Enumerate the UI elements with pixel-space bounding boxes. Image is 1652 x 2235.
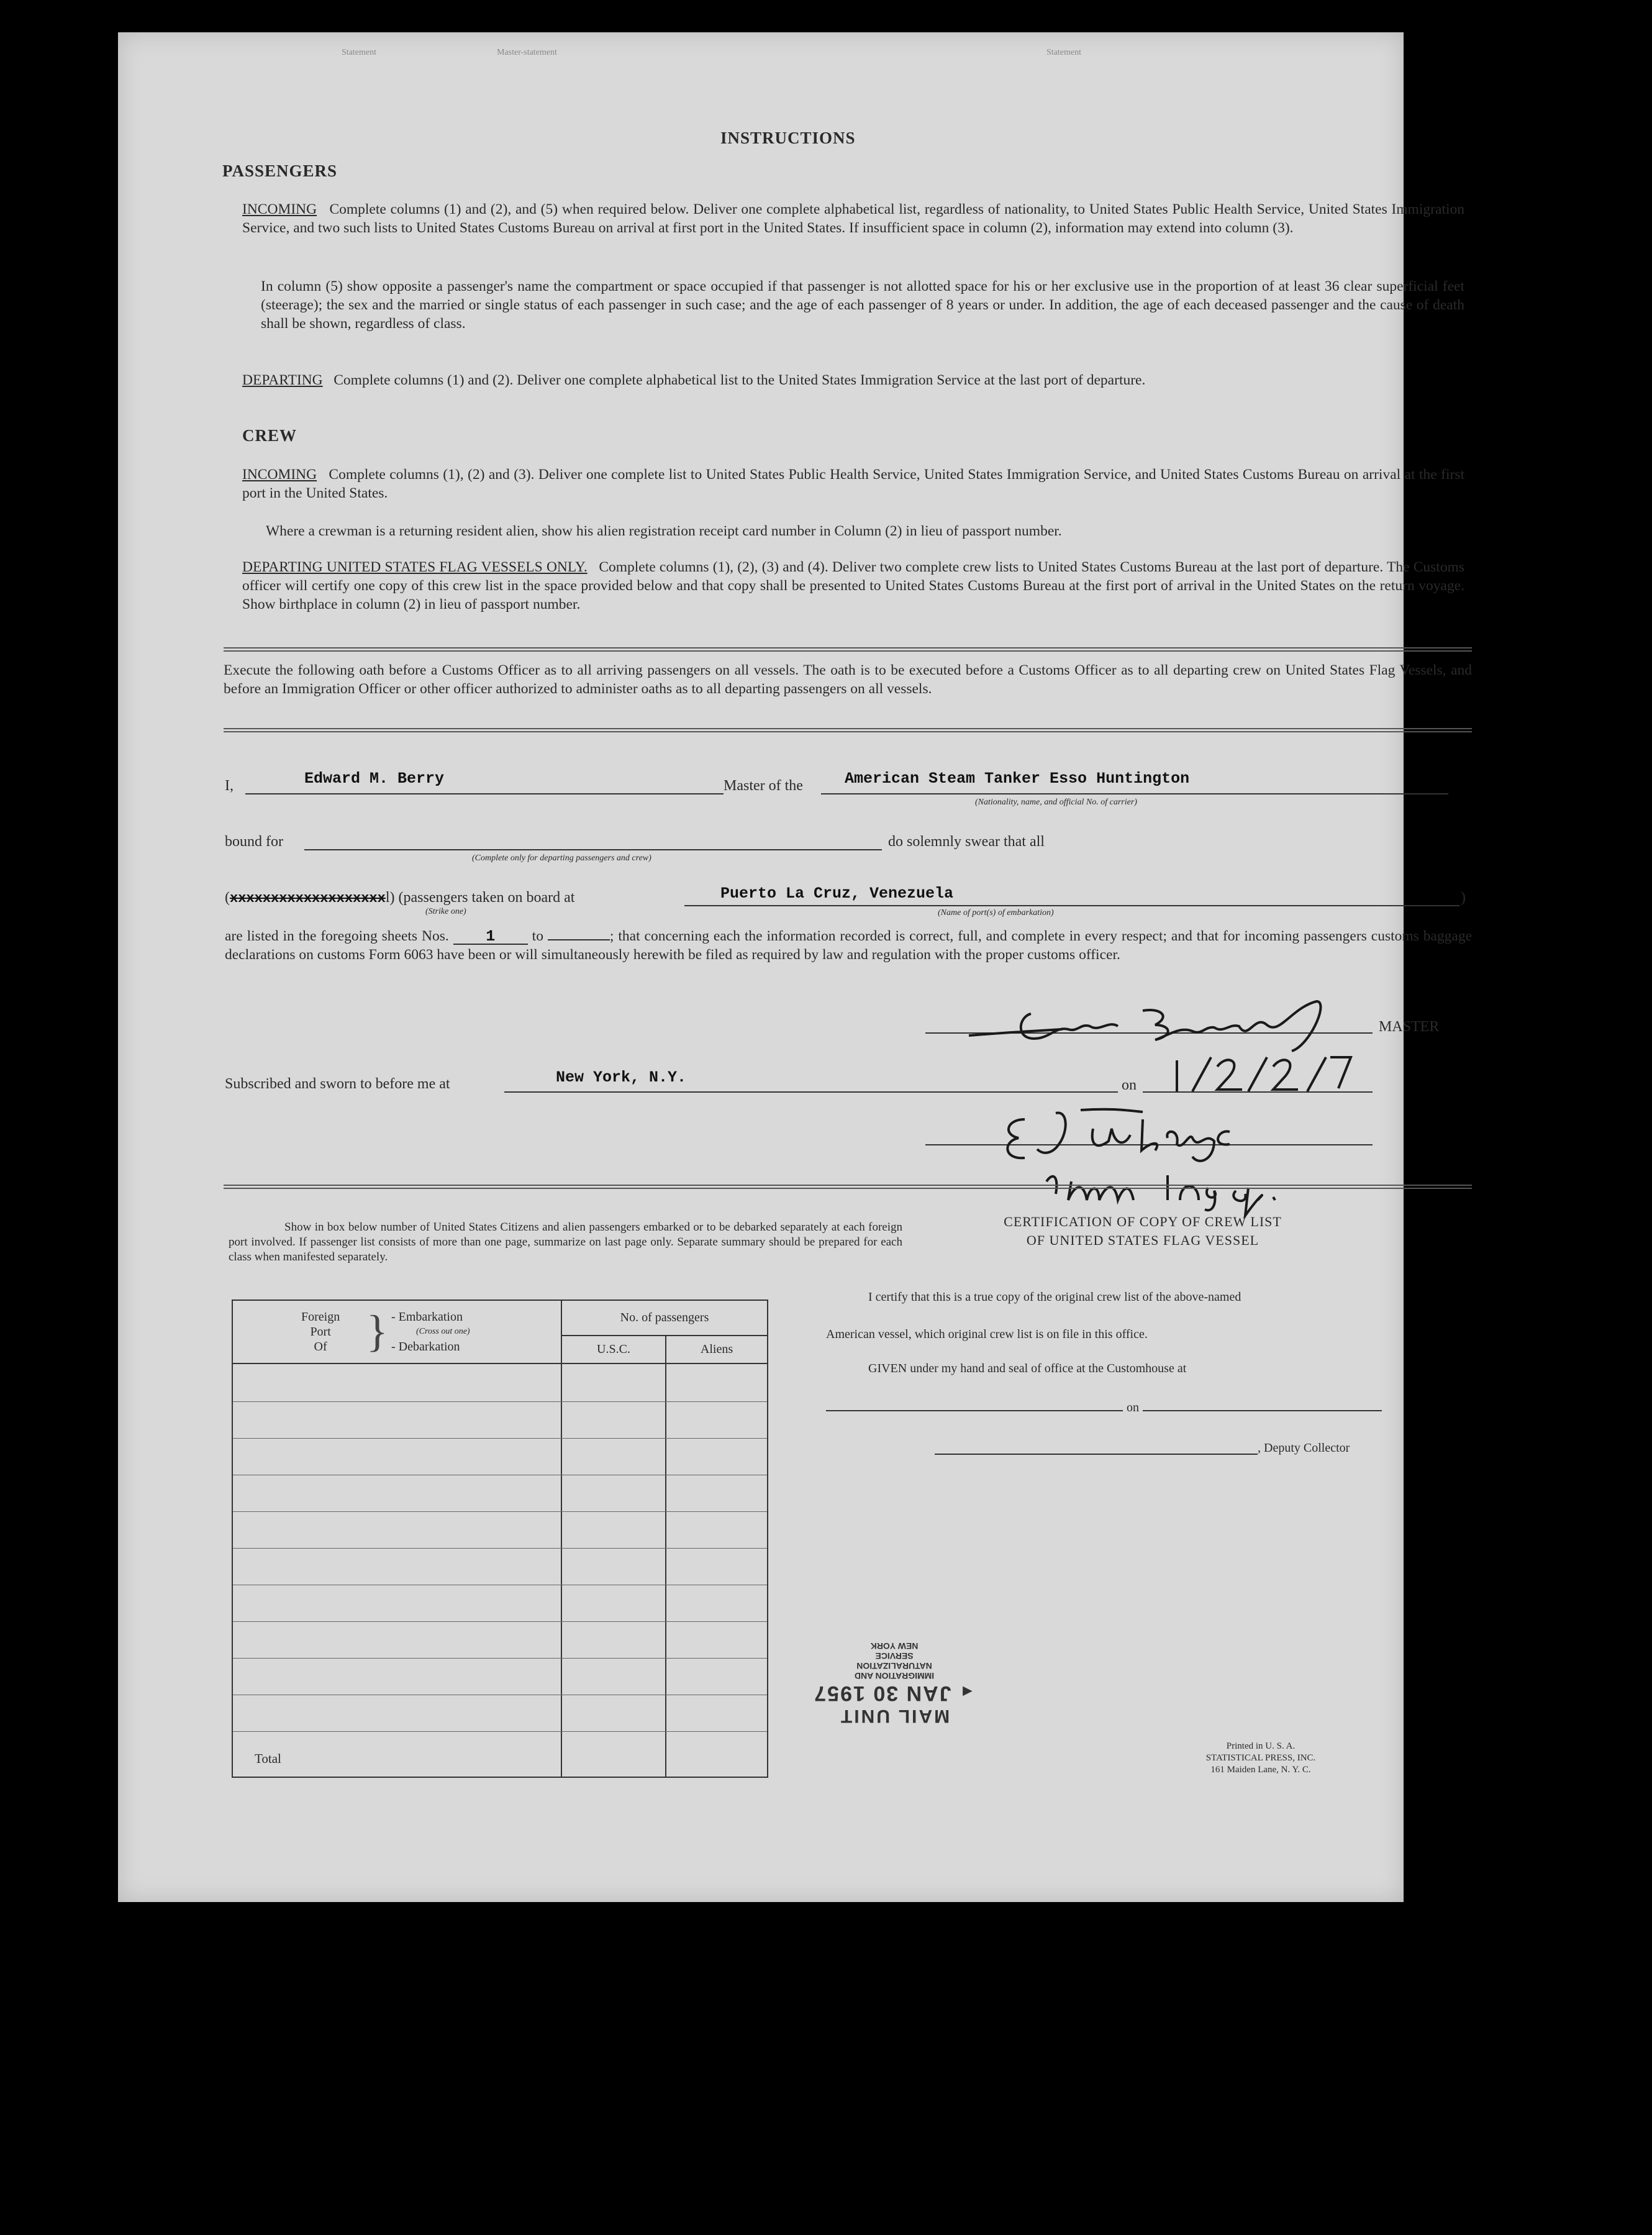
cert-line2: American vessel, which original crew list is on file in this office. — [826, 1327, 1148, 1341]
close-paren: ) — [1461, 890, 1466, 906]
sheets-paragraph — [225, 927, 1472, 964]
of-label: Of — [314, 1340, 327, 1354]
passengers-departing — [242, 371, 1464, 389]
passengers-column5: In column (5) show opposite a passenger's name the compartment or space occupied if that passenger is not allotted space for his or her exclusive use in the proportion of at least 36 clear superficial feet (steerage); the sex and the married or single status of each passenger in such case; and the age of each passenger of 8 years or under. In addition, the age of each deceased passenger and the cause of death shall be shown, regardless of class. — [261, 278, 1464, 332]
sheets-to: to — [532, 928, 543, 944]
cert-line3: GIVEN under my hand and seal of office at the Customhouse at — [868, 1362, 1187, 1375]
crew-incoming-label: INCOMING — [242, 467, 317, 483]
master-name-line — [245, 793, 724, 794]
swear-label: do solemnly swear that all — [888, 834, 1045, 850]
form-page — [118, 32, 1473, 1902]
port-header-cell — [233, 1301, 562, 1363]
brace: } — [366, 1306, 388, 1356]
table-row — [233, 1401, 767, 1402]
sheets-text-1: are listed in the foregoing sheets Nos. — [225, 928, 449, 944]
passengers-heading: PASSENGERS — [222, 162, 338, 180]
handwritten-date — [1168, 1051, 1354, 1101]
cert-title-line2: OF UNITED STATES FLAG VESSEL — [1026, 1232, 1259, 1248]
sheet-to-line — [548, 928, 610, 940]
on-label: on — [1122, 1077, 1137, 1093]
col-rule-1 — [561, 1363, 562, 1777]
crew-flag-text: Complete columns (1), (2), (3) and (4). Deliver two complete crew lists to United States Customs Bureau at the last port of departure. The Customs officer will certify one copy of this crew list in the space provided below and that copy shall be presented to United States Customs Bureau at the first port of arrival in the United States on the return voyage. Show birthplace in column (2) in lieu of passport number. — [242, 559, 1465, 612]
total-label: Total — [255, 1751, 281, 1766]
passengers-departing-text: Complete columns (1) and (2). Deliver one complete alphabetical list to the United States Immigration Service at the last port of departure. — [334, 372, 1146, 388]
stamp-date: ◄ JAN 30 1957 — [813, 1682, 976, 1705]
vessel-line — [821, 793, 1448, 794]
table-row — [233, 1548, 767, 1549]
table-row — [233, 1511, 767, 1512]
stamp-line5: SERVICE — [875, 1651, 914, 1661]
subscribed-label: Subscribed and sworn to before me at — [225, 1076, 450, 1092]
crew-flag-label: DEPARTING UNITED STATES FLAG VESSELS ONLY. — [242, 559, 588, 575]
master-of-label: Master of the — [724, 778, 803, 794]
stamp-line6: NEW YORK — [870, 1641, 919, 1651]
bound-for-caption: (Complete only for departing passengers and crew) — [472, 853, 651, 863]
cert-on-label: on — [1123, 1401, 1143, 1415]
printer-info — [1168, 1741, 1354, 1776]
foreign-port-of — [301, 1309, 340, 1354]
cert-title-line1: CERTIFICATION OF COPY OF CREW LIST — [1004, 1214, 1282, 1229]
stamp-line4: NATURALIZATION — [856, 1661, 932, 1671]
cert-line1: I certify that this is a true copy of the original crew list of the above-named — [868, 1290, 1241, 1304]
stamp-date-text: JAN 30 1957 — [813, 1682, 951, 1705]
printer-line3: 161 Maiden Lane, N. Y. C. — [1210, 1765, 1311, 1775]
passengers-incoming — [242, 200, 1464, 237]
usc-header: U.S.C. — [562, 1336, 666, 1363]
strike-caption: (Strike one) — [425, 907, 466, 916]
bound-for-label: bound for — [225, 834, 283, 850]
faint-header-left: Statement — [342, 48, 376, 57]
divider-2 — [224, 728, 1472, 732]
divider-3 — [224, 1185, 1472, 1189]
place-line — [504, 1091, 1118, 1093]
header-rule — [233, 1363, 767, 1364]
page-title: INSTRUCTIONS — [720, 129, 856, 147]
strike-tail: l) (passengers taken on board at — [385, 890, 575, 906]
port-label: Port — [310, 1325, 331, 1339]
officer-signature — [1000, 1107, 1348, 1219]
port-line — [684, 905, 1459, 906]
stamp-mail-unit: MAIL UNIT — [838, 1706, 950, 1726]
printer-line2: STATISTICAL PRESS, INC. — [1205, 1753, 1316, 1763]
no-passengers-header: No. of passengers — [562, 1301, 767, 1336]
passengers-departing-label: DEPARTING — [242, 372, 323, 388]
received-stamp — [801, 1641, 987, 1726]
deputy-line — [935, 1454, 1258, 1455]
passengers-incoming-label: INCOMING — [242, 201, 317, 217]
oath-i-label: I, — [225, 778, 234, 794]
embark-debark-options — [391, 1309, 470, 1354]
oath-instructions: Execute the following oath before a Customs Officer as to all arriving passengers on all vessels. The oath is to be executed before a Customs Officer as to all departing crew on United States Flag Vessels, and before an Immigration Officer or other officer authorized to administer oaths as to all departing passengers on all vessels. — [224, 662, 1472, 697]
crew-incoming-text: Complete columns (1), (2) and (3). Deliver one complete list to United States Public Health Service, United States Immigration Service, and United States Customs Bureau on arrival at the first port in the United States. — [242, 467, 1464, 501]
crew-resident: Where a crewman is a returning resident alien, show his alien registration receipt card number in Column (2) in lieu of passport number. — [266, 523, 1062, 539]
table-row — [233, 1438, 767, 1439]
faint-header-mid: Master-statement — [497, 48, 557, 57]
master-name: Edward M. Berry — [304, 770, 445, 788]
passengers-incoming-text: Complete columns (1) and (2), and (5) when required below. Deliver one complete alphabetical list, regardless of nationality, to United States Public Health Service, United States Immigration Service, and two such lists to United States Customs Bureau on arrival at first port in the United States. If insufficient space in column (2), information may extend into column (3). — [242, 201, 1464, 236]
crew-incoming — [242, 465, 1464, 503]
crew-heading: CREW — [242, 426, 297, 445]
master-signature — [956, 989, 1379, 1057]
divider-1 — [224, 647, 1472, 652]
cross-out-label: (Cross out one) — [416, 1327, 470, 1336]
sworn-place: New York, N.Y. — [556, 1068, 687, 1086]
table-row — [233, 1731, 767, 1732]
table-row — [233, 1621, 767, 1622]
embarkation-label: - Embarkation — [391, 1310, 463, 1324]
vessel-name: American Steam Tanker Esso Huntington — [845, 770, 1190, 788]
struck-text: xxxxxxxxxxxxxxxxxxx — [230, 891, 386, 906]
aliens-header: Aliens — [700, 1342, 733, 1356]
foreign-label: Foreign — [301, 1310, 340, 1324]
summary-instructions: Show in box below number of United States Citizens and alien passengers embarked or to be debarked separately at each foreign port involved. If passenger list consists of more than one page, summarize on last page only. Separate summary should be prepared for each class when manifested separately. — [229, 1221, 902, 1263]
stamp-line3: IMMIGRATION AND — [854, 1671, 935, 1681]
sheet-from: 1 — [453, 930, 528, 945]
passenger-summary-table — [232, 1300, 768, 1778]
port-caption: (Name of port(s) of embarkation) — [938, 908, 1054, 917]
certification-title — [925, 1213, 1360, 1250]
deputy-collector-label: , Deputy Collector — [1258, 1441, 1350, 1455]
printer-line1: Printed in U. S. A. — [1226, 1741, 1296, 1751]
faint-header-right: Statement — [1046, 48, 1081, 57]
crew-flag-vessels — [242, 558, 1464, 614]
embarkation-port: Puerto La Cruz, Venezuela — [720, 885, 954, 903]
bound-for-line — [304, 849, 882, 850]
master-label: MASTER — [1379, 1019, 1440, 1035]
vessel-caption: (Nationality, name, and official No. of carrier) — [975, 798, 1137, 807]
table-row — [233, 1658, 767, 1659]
strike-line: (xxxxxxxxxxxxxxxxxxxl) (passengers taken on board at — [225, 890, 575, 906]
debarkation-label: - Debarkation — [391, 1340, 460, 1354]
cert-place-line — [826, 1410, 1382, 1411]
sheets-text-2: ; that concerning each the information recorded is correct, full, and complete in every respect; and that for incoming passengers customs baggage declarations on customs Form 6063 have been or will simultaneously herewith be filed as required by law and regulation with the proper customs officer. — [225, 928, 1473, 963]
